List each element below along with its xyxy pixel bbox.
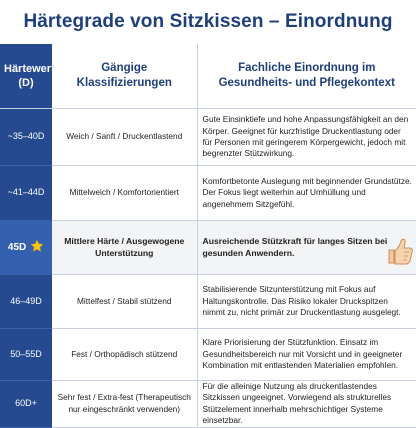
classification: Sehr fest / Extra-fest (Therapeutisch nur eingeschränkt verwenden): [52, 381, 197, 428]
hardness-value-cell: [0, 221, 52, 275]
table-row: [0, 329, 416, 381]
header-kontext: Fachliche Einordnung im Gesundheits- und Pflegekontext: [197, 44, 416, 109]
context-description: Ausreichende Stützkraft für langes Sitzen bei gesunden Anwendern.: [197, 221, 416, 275]
page-title: Härtegrade von Sitzkissen – Einordnung: [23, 11, 393, 32]
context-description: Komfortbetonte Auslegung mit beginnender Grundstütze. Der Fokus liegt weiterhin auf Umhüllung und angenehmem Sitzgefühl.: [197, 166, 416, 221]
table-row: [0, 381, 416, 428]
context-description: Stabilisierende Sitzunterstützung mit Fokus auf Haltungskontrolle. Das Risiko lokaler Druckspitzen nimmt zu, nicht primär zur Druckentlastung ausgelegt.: [197, 275, 416, 329]
context-description: Klare Priorisierung der Stützfunktion. Einsatz im Gesundheitsbereich nur mit Vorsicht und in geeigneter Kombination mit entlastenden Materialien empfohlen.: [197, 329, 416, 381]
hardness-value: 50–55D: [0, 329, 52, 381]
classification: Mittelweich / Komfortorientiert: [52, 166, 197, 221]
classification: Weich / Sanft / Druckentlastend: [52, 109, 197, 166]
classification: Mittelfest / Stabil stützend: [52, 275, 197, 329]
table-row: [0, 275, 416, 329]
hardness-value: 60D+: [0, 381, 52, 428]
hardness-value: 46–49D: [0, 275, 52, 329]
hardness-value: ~41–44D: [0, 166, 52, 221]
context-description: Gute Einsinktiefe und hohe Anpassungsfähigkeit an den Körper. Geeignet für kurzfristige Druckentlastung oder für Personen mit geringerem Körpergewicht, jedoch mit begrenzter Stützwirkung.: [197, 109, 416, 166]
header-haertewert: Härtewert (D): [0, 44, 52, 109]
hardness-value: ~35–40D: [0, 109, 52, 166]
hardness-value: 45D: [7, 241, 27, 253]
table-header-row: [0, 44, 416, 109]
classification: Fest / Orthopädisch stützend: [52, 329, 197, 381]
star-icon: [30, 239, 44, 256]
hardness-table: [0, 44, 416, 428]
table-row-highlighted: [0, 221, 416, 275]
header-klassifizierung: Gängige Klassifizierungen: [52, 44, 197, 109]
thumbs-up-icon: [386, 236, 414, 271]
classification: Mittlere Härte / Ausgewogene Unterstützung: [52, 221, 197, 275]
table-row: [0, 109, 416, 166]
table-row: [0, 166, 416, 221]
context-description: Für die alleinige Nutzung als druckentlastendes Sitzkissen ungeeignet. Vorwiegend als strukturelles Stützelement innerhalb mehrschichtiger Systeme einsetzbar.: [197, 381, 416, 428]
